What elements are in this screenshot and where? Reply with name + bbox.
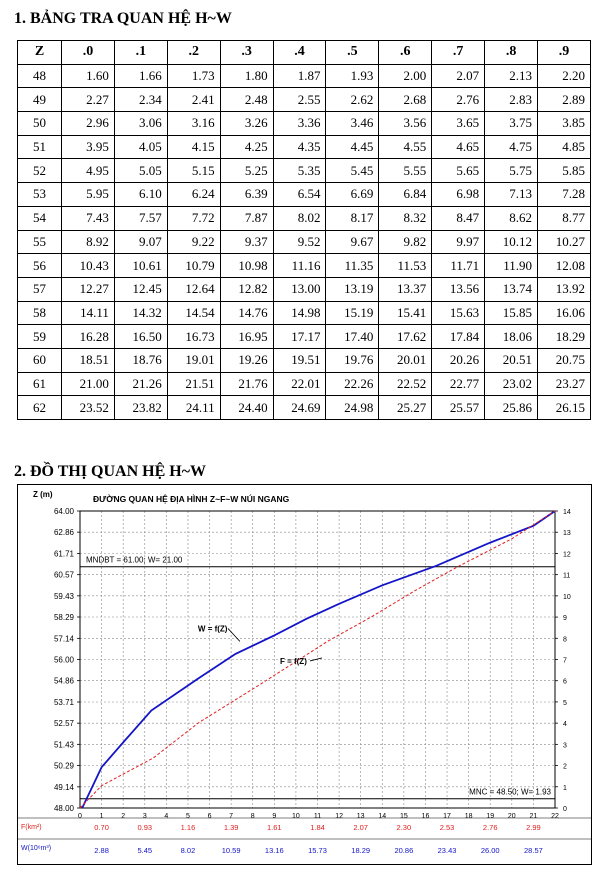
value-cell: 16.73 (167, 325, 220, 349)
value-cell: 24.98 (326, 396, 379, 420)
y-tick-label: 58.29 (53, 612, 74, 622)
z-cell: 57 (18, 277, 62, 301)
value-cell: 2.13 (485, 64, 538, 88)
value-cell: 9.82 (379, 230, 432, 254)
value-cell: 4.45 (326, 135, 379, 159)
value-cell: 8.32 (379, 206, 432, 230)
value-cell: 11.53 (379, 254, 432, 278)
value-cell: 7.43 (62, 206, 115, 230)
table-row (18, 372, 591, 396)
value-cell: 21.00 (62, 372, 115, 396)
bottom-row-value: 18.29 (351, 846, 371, 855)
value-cell: 11.16 (273, 254, 326, 278)
x-tick-label: 13 (356, 813, 365, 820)
value-cell: 21.51 (167, 372, 220, 396)
bottom-row-value: 0.70 (94, 823, 109, 832)
value-cell: 7.87 (220, 206, 273, 230)
y-tick-label: 56.00 (53, 655, 74, 665)
value-cell: 2.62 (326, 88, 379, 112)
value-cell: 9.07 (114, 230, 167, 254)
value-cell: 6.69 (326, 183, 379, 207)
bottom-row-value: 1.84 (310, 823, 325, 832)
value-cell: 8.62 (485, 206, 538, 230)
header-cell: .5 (326, 41, 379, 65)
value-cell: 2.96 (62, 112, 115, 136)
value-cell: 2.07 (432, 64, 485, 88)
value-cell: 18.76 (114, 348, 167, 372)
x-tick-label: 20 (507, 813, 516, 820)
value-cell: 6.54 (273, 183, 326, 207)
value-cell: 1.66 (114, 64, 167, 88)
value-cell: 3.36 (273, 112, 326, 136)
table-row (18, 277, 591, 301)
value-cell: 2.48 (220, 88, 273, 112)
right-tick-label: 2 (563, 763, 567, 771)
x-tick-label: 17 (443, 813, 451, 820)
value-cell: 14.32 (114, 301, 167, 325)
value-cell: 9.52 (273, 230, 326, 254)
value-cell: 5.25 (220, 159, 273, 183)
right-tick-label: 0 (563, 806, 567, 813)
z-f-w-chart (17, 484, 592, 866)
table-row (18, 254, 591, 278)
right-tick-label: 11 (563, 572, 571, 580)
y-tick-label: 62.86 (53, 528, 74, 538)
value-cell: 5.85 (538, 159, 591, 183)
value-cell: 2.55 (273, 88, 326, 112)
right-tick-label: 3 (563, 742, 567, 750)
table-row (18, 64, 591, 88)
bottom-row-value: 2.99 (526, 823, 541, 832)
value-cell: 9.22 (167, 230, 220, 254)
z-cell: 54 (18, 206, 62, 230)
bottom-row-value: 2.53 (439, 823, 455, 832)
value-cell: 9.37 (220, 230, 273, 254)
value-cell: 4.65 (432, 135, 485, 159)
value-cell: 4.15 (167, 135, 220, 159)
value-cell: 19.76 (326, 348, 379, 372)
z-cell: 59 (18, 325, 62, 349)
value-cell: 3.65 (432, 112, 485, 136)
value-cell: 8.47 (432, 206, 485, 230)
header-cell: .2 (167, 41, 220, 65)
x-tick-label: 16 (421, 813, 430, 820)
value-cell: 2.76 (432, 88, 485, 112)
header-cell: .1 (114, 41, 167, 65)
z-cell: 53 (18, 183, 62, 207)
x-tick-label: 12 (335, 813, 343, 820)
value-cell: 6.84 (379, 183, 432, 207)
x-tick-label: 2 (121, 813, 126, 820)
z-cell: 49 (18, 88, 62, 112)
table-row (18, 230, 591, 254)
table-row (18, 396, 591, 420)
value-cell: 22.52 (379, 372, 432, 396)
value-cell: 8.77 (538, 206, 591, 230)
value-cell: 23.27 (538, 372, 591, 396)
value-cell: 10.79 (167, 254, 220, 278)
header-cell: .6 (379, 41, 432, 65)
value-cell: 17.62 (379, 325, 432, 349)
value-cell: 16.50 (114, 325, 167, 349)
value-cell: 2.34 (114, 88, 167, 112)
value-cell: 4.95 (62, 159, 115, 183)
table-header-row (18, 41, 591, 65)
value-cell: 12.08 (538, 254, 591, 278)
x-tick-label: 4 (164, 813, 169, 820)
z-cell: 61 (18, 372, 62, 396)
table-row (18, 88, 591, 112)
value-cell: 4.35 (273, 135, 326, 159)
bottom-row-value: 20.86 (394, 846, 414, 855)
x-tick-label: 18 (464, 813, 473, 820)
value-cell: 5.55 (379, 159, 432, 183)
header-cell: Z (18, 41, 62, 65)
value-cell: 19.26 (220, 348, 273, 372)
value-cell: 23.82 (114, 396, 167, 420)
table-row (18, 301, 591, 325)
bottom-row-value: 1.61 (267, 823, 282, 832)
z-cell: 60 (18, 348, 62, 372)
value-cell: 16.28 (62, 325, 115, 349)
value-cell: 8.02 (273, 206, 326, 230)
value-cell: 25.57 (432, 396, 485, 420)
value-cell: 14.76 (220, 301, 273, 325)
z-cell: 51 (18, 135, 62, 159)
value-cell: 6.39 (220, 183, 273, 207)
bottom-row-value: 1.39 (223, 823, 239, 832)
value-cell: 17.17 (273, 325, 326, 349)
z-cell: 56 (18, 254, 62, 278)
value-cell: 1.80 (220, 64, 273, 88)
value-cell: 16.95 (220, 325, 273, 349)
right-tick-label: 9 (563, 615, 567, 623)
value-cell: 15.19 (326, 301, 379, 325)
value-cell: 1.93 (326, 64, 379, 88)
value-cell: 26.15 (538, 396, 591, 420)
right-tick-label: 8 (563, 636, 567, 644)
value-cell: 13.56 (432, 277, 485, 301)
value-cell: 15.63 (432, 301, 485, 325)
value-cell: 5.45 (326, 159, 379, 183)
x-tick-label: 9 (272, 813, 277, 820)
value-cell: 20.51 (485, 348, 538, 372)
value-cell: 13.00 (273, 277, 326, 301)
header-cell: .9 (538, 41, 591, 65)
value-cell: 6.24 (167, 183, 220, 207)
x-tick-label: 6 (207, 813, 212, 820)
y-tick-label: 49.14 (53, 782, 74, 792)
series-label: W = f(Z) (197, 624, 228, 634)
bottom-row-value: 8.02 (180, 846, 196, 855)
value-cell: 6.98 (432, 183, 485, 207)
x-tick-label: 1 (99, 813, 104, 820)
y-tick-label: 53.71 (53, 698, 74, 708)
value-cell: 4.55 (379, 135, 432, 159)
value-cell: 2.20 (538, 64, 591, 88)
value-cell: 23.52 (62, 396, 115, 420)
table-row (18, 135, 591, 159)
x-tick-label: 5 (186, 813, 190, 820)
x-tick-label: 0 (78, 813, 82, 820)
value-cell: 25.86 (485, 396, 538, 420)
value-cell: 3.56 (379, 112, 432, 136)
y-tick-label: 60.57 (53, 570, 74, 580)
value-cell: 2.83 (485, 88, 538, 112)
value-cell: 9.97 (432, 230, 485, 254)
section-1-title: 1. BẢNG TRA QUAN HỆ H~W (14, 10, 232, 27)
value-cell: 3.16 (167, 112, 220, 136)
bottom-row-value: 2.07 (353, 823, 368, 832)
y-tick-label: 51.43 (53, 740, 74, 750)
table-row (18, 206, 591, 230)
table-row (18, 183, 591, 207)
right-tick-label: 12 (563, 551, 571, 559)
value-cell: 7.28 (538, 183, 591, 207)
value-cell: 18.06 (485, 325, 538, 349)
value-cell: 3.85 (538, 112, 591, 136)
value-cell: 20.01 (379, 348, 432, 372)
value-cell: 13.92 (538, 277, 591, 301)
bottom-row-value: 28.57 (524, 846, 543, 855)
right-tick-label: 5 (563, 699, 567, 707)
value-cell: 2.00 (379, 64, 432, 88)
table-row (18, 325, 591, 349)
value-cell: 15.85 (485, 301, 538, 325)
x-tick-label: 19 (486, 813, 495, 820)
value-cell: 20.26 (432, 348, 485, 372)
table-row (18, 112, 591, 136)
value-cell: 24.11 (167, 396, 220, 420)
value-cell: 10.98 (220, 254, 273, 278)
annotation-label: MNC = 48.50; W= 1.93 (469, 787, 551, 797)
value-cell: 13.37 (379, 277, 432, 301)
value-cell: 3.26 (220, 112, 273, 136)
value-cell: 25.27 (379, 396, 432, 420)
value-cell: 16.06 (538, 301, 591, 325)
value-cell: 7.13 (485, 183, 538, 207)
y-tick-label: 57.14 (53, 634, 74, 644)
x-tick-label: 14 (378, 813, 387, 820)
x-tick-label: 8 (250, 813, 255, 820)
value-cell: 2.27 (62, 88, 115, 112)
bottom-row-value: 1.16 (180, 823, 196, 832)
bottom-row-value: 5.45 (137, 846, 153, 855)
value-cell: 22.01 (273, 372, 326, 396)
y-tick-label: 54.86 (53, 676, 74, 686)
value-cell: 3.95 (62, 135, 115, 159)
table-row (18, 348, 591, 372)
bottom-row-value: 2.88 (94, 846, 109, 855)
y-tick-label: 50.29 (53, 761, 74, 771)
bottom-row-value: 2.76 (482, 823, 498, 832)
y-axis-label: Z (m) (33, 490, 53, 499)
bottom-row-label: W(10⁶m³) (21, 845, 52, 852)
z-cell: 58 (18, 301, 62, 325)
value-cell: 5.15 (167, 159, 220, 183)
value-cell: 13.74 (485, 277, 538, 301)
value-cell: 7.72 (167, 206, 220, 230)
annotation-label: MNDBT = 61.00; W= 21.00 (86, 555, 183, 565)
value-cell: 12.64 (167, 277, 220, 301)
bottom-row-label: F(km²) (21, 824, 42, 831)
series-label: F = f(Z) (279, 656, 307, 666)
header-cell: .0 (62, 41, 115, 65)
value-cell: 13.19 (326, 277, 379, 301)
right-tick-label: 10 (563, 593, 571, 601)
table-row (18, 159, 591, 183)
value-cell: 10.27 (538, 230, 591, 254)
value-cell: 10.43 (62, 254, 115, 278)
value-cell: 3.46 (326, 112, 379, 136)
y-tick-label: 48.00 (53, 804, 74, 813)
bottom-row-value: 0.93 (137, 823, 153, 832)
bottom-row-value: 10.59 (221, 846, 241, 855)
value-cell: 12.82 (220, 277, 273, 301)
x-tick-label: 3 (142, 813, 147, 820)
value-cell: 1.87 (273, 64, 326, 88)
value-cell: 1.73 (167, 64, 220, 88)
right-tick-label: 1 (563, 784, 567, 792)
y-tick-label: 61.71 (53, 549, 74, 559)
value-cell: 2.68 (379, 88, 432, 112)
y-tick-label: 64.00 (53, 507, 74, 516)
right-tick-label: 4 (563, 721, 567, 729)
value-cell: 24.69 (273, 396, 326, 420)
value-cell: 4.25 (220, 135, 273, 159)
z-cell: 52 (18, 159, 62, 183)
x-tick-label: 15 (399, 813, 408, 820)
bottom-row-value: 2.30 (396, 823, 412, 832)
value-cell: 5.05 (114, 159, 167, 183)
value-cell: 22.26 (326, 372, 379, 396)
h-w-table (17, 40, 591, 420)
header-cell: .4 (273, 41, 326, 65)
value-cell: 1.60 (62, 64, 115, 88)
bottom-row-value: 13.16 (264, 846, 284, 855)
value-cell: 18.29 (538, 325, 591, 349)
value-cell: 4.75 (485, 135, 538, 159)
value-cell: 20.75 (538, 348, 591, 372)
series-leader (228, 628, 240, 641)
value-cell: 3.75 (485, 112, 538, 136)
bottom-row-value: 23.43 (437, 846, 457, 855)
x-tick-label: 11 (313, 813, 322, 820)
value-cell: 4.85 (538, 135, 591, 159)
value-cell: 10.12 (485, 230, 538, 254)
bottom-row-value: 15.73 (308, 846, 327, 855)
value-cell: 17.40 (326, 325, 379, 349)
value-cell: 10.61 (114, 254, 167, 278)
value-cell: 5.65 (432, 159, 485, 183)
value-cell: 8.17 (326, 206, 379, 230)
value-cell: 5.75 (485, 159, 538, 183)
value-cell: 14.54 (167, 301, 220, 325)
value-cell: 8.92 (62, 230, 115, 254)
value-cell: 22.77 (432, 372, 485, 396)
x-tick-label: 7 (229, 813, 234, 820)
value-cell: 14.11 (62, 301, 115, 325)
header-cell: .8 (485, 41, 538, 65)
value-cell: 14.98 (273, 301, 326, 325)
z-cell: 55 (18, 230, 62, 254)
x-tick-label: 22 (551, 813, 559, 820)
value-cell: 11.35 (326, 254, 379, 278)
value-cell: 15.41 (379, 301, 432, 325)
value-cell: 18.51 (62, 348, 115, 372)
value-cell: 12.45 (114, 277, 167, 301)
value-cell: 23.02 (485, 372, 538, 396)
value-cell: 11.71 (432, 254, 485, 278)
right-tick-label: 6 (563, 678, 567, 686)
value-cell: 3.06 (114, 112, 167, 136)
right-tick-label: 14 (563, 509, 571, 516)
value-cell: 4.05 (114, 135, 167, 159)
y-tick-label: 52.57 (53, 719, 74, 729)
bottom-row-value: 26.00 (480, 846, 500, 855)
value-cell: 21.26 (114, 372, 167, 396)
value-cell: 5.95 (62, 183, 115, 207)
section-2-title: 2. ĐỒ THỊ QUAN HỆ H~W (14, 463, 207, 480)
z-cell: 62 (18, 396, 62, 420)
value-cell: 19.51 (273, 348, 326, 372)
right-tick-label: 13 (563, 530, 571, 538)
x-tick-label: 21 (529, 813, 538, 820)
header-cell: .7 (432, 41, 485, 65)
value-cell: 17.84 (432, 325, 485, 349)
z-cell: 50 (18, 112, 62, 136)
value-cell: 12.27 (62, 277, 115, 301)
value-cell: 5.35 (273, 159, 326, 183)
value-cell: 21.76 (220, 372, 273, 396)
y-tick-label: 59.43 (53, 591, 74, 601)
right-tick-label: 7 (563, 657, 567, 665)
z-cell: 48 (18, 64, 62, 88)
value-cell: 6.10 (114, 183, 167, 207)
value-cell: 19.01 (167, 348, 220, 372)
chart-title: ĐƯỜNG QUAN HỆ ĐỊA HÌNH Z~F~W NÚI NGANG (93, 494, 290, 504)
value-cell: 7.57 (114, 206, 167, 230)
value-cell: 2.41 (167, 88, 220, 112)
value-cell: 2.89 (538, 88, 591, 112)
value-cell: 11.90 (485, 254, 538, 278)
value-cell: 9.67 (326, 230, 379, 254)
value-cell: 24.40 (220, 396, 273, 420)
x-tick-label: 10 (292, 813, 300, 820)
header-cell: .3 (220, 41, 273, 65)
